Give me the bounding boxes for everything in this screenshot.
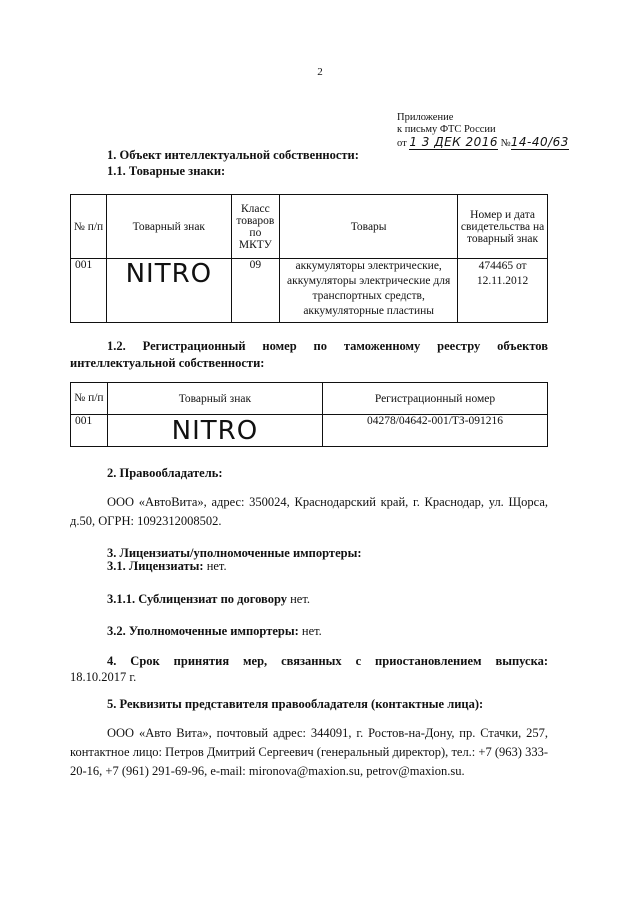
table-header-row: [71, 383, 548, 415]
licensees-line: [107, 557, 227, 576]
row-class: 09: [231, 259, 280, 323]
sublicensee-line: [107, 590, 310, 609]
col-num-header: № п/п: [71, 195, 107, 259]
row-goods: аккумуляторы электрические, аккумуляторы электрические для транспортных средств, аккумуляторные пластины: [280, 259, 458, 323]
row-reg-number: 04278/04642-001/ТЗ-091216: [322, 415, 547, 447]
table-header-row: [71, 195, 548, 259]
section4-date: 18.10.2017 г.: [70, 670, 137, 684]
appendix-stamp: [397, 112, 569, 150]
section1-title: 1. Объект интеллектуальной собственности:: [107, 148, 359, 162]
section4-title: 4. Срок принятия мер, связанных с приостановлением выпуска:: [107, 654, 548, 668]
page-number: 2: [317, 66, 323, 78]
appendix-num-label: №: [500, 138, 511, 149]
trademarks-table: [70, 194, 548, 323]
row-cert: 474465 от 12.11.2012: [458, 259, 548, 323]
col-mark-header: Товарный знак: [107, 383, 322, 415]
row-num: 001: [71, 415, 108, 447]
col-num-header: № п/п: [71, 383, 108, 415]
appendix-line2: к письму ФТС России: [397, 124, 496, 135]
appendix-date-line: [397, 136, 569, 150]
appendix-line1: Приложение: [397, 112, 454, 123]
section12-title: 1.2. Регистрационный номер по таможенному реестру объектов интеллектуальной собственности:: [70, 339, 548, 370]
registration-table: [70, 382, 548, 447]
col-class-header: Класс товаров по МКТУ: [231, 195, 280, 259]
importers-line: [107, 622, 322, 641]
sublicensee-label: 3.1.1. Сублицензиат по договору: [107, 592, 287, 606]
importers-label: 3.2. Уполномоченные импортеры:: [107, 624, 299, 638]
licensees-label: 3.1. Лицензиаты:: [107, 559, 204, 573]
row-num: 001: [71, 259, 107, 323]
appendix-number: 14-40/63: [510, 135, 569, 149]
section5-text: ООО «Авто Вита», почтовый адрес: 344091, г. Ростов-на-Дону, пр. Стачки, 257, контактное лицо: Петров Дмитрий Сергеевич (генеральный директор), тел.: +7 (963) 333-20-16, +7 (961) 291-69-96, e-mail: mironova@maxion.su, petrov@maxion.su.: [70, 726, 548, 778]
appendix-from: от: [397, 138, 407, 149]
sublicensee-value: нет.: [286, 592, 310, 606]
table-row: [71, 259, 548, 323]
appendix-date: 1 3 ДЕК 2016: [409, 135, 499, 149]
trademark-nitro: NITRO: [107, 259, 232, 323]
col-reg-header: Регистрационный номер: [322, 383, 547, 415]
table-row: [71, 415, 548, 447]
section2-text: ООО «АвтоВита», адрес: 350024, Краснодарский край, г. Краснодар, ул. Щорса, д.50, ОГРН: 1092312008502.: [70, 495, 548, 528]
section3-title: 3. Лицензиаты/уполномоченные импортеры:: [107, 546, 362, 560]
section5-title: 5. Реквизиты представителя правообладателя (контактные лица):: [107, 697, 484, 711]
importers-value: нет.: [298, 624, 322, 638]
col-goods-header: Товары: [280, 195, 458, 259]
col-cert-header: Номер и дата свидетельства на товарный знак: [458, 195, 548, 259]
section1-subtitle: 1.1. Товарные знаки:: [107, 164, 226, 178]
licensees-value: нет.: [203, 559, 227, 573]
col-mark-header: Товарный знак: [107, 195, 232, 259]
trademark-nitro: NITRO: [107, 415, 322, 447]
section2-title: 2. Правообладатель:: [107, 466, 223, 480]
